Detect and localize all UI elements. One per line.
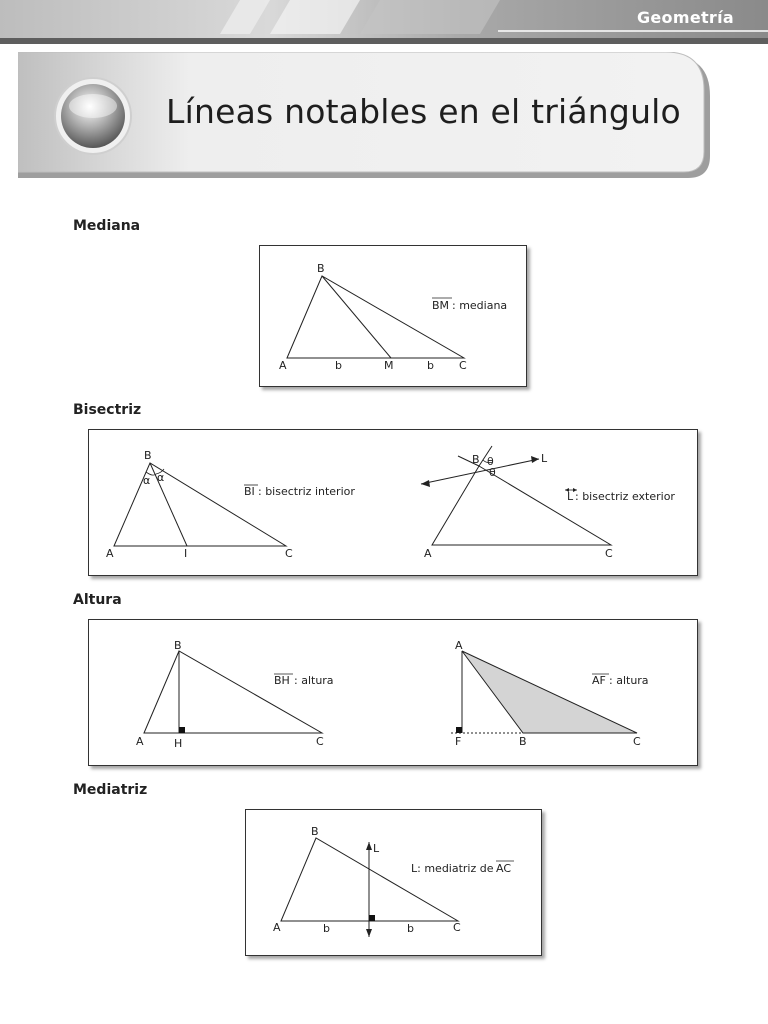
segment-mark-b-left: b (335, 359, 342, 372)
point-label-a-obtuse: A (455, 639, 463, 652)
angle-label-theta-1: θ (487, 455, 494, 468)
figure-box-bisectriz (88, 429, 698, 576)
point-label-a: A (106, 547, 114, 560)
segment-mark-b-right: b (407, 922, 414, 935)
point-label-b-obtuse: B (519, 735, 527, 748)
point-label-a-ext: A (424, 547, 432, 560)
page-title: Líneas notables en el triángulo (166, 92, 681, 131)
segment-mark-b-right: b (427, 359, 434, 372)
caption-mediatriz: L: mediatriz de (411, 862, 494, 875)
point-label-b: B (174, 639, 182, 652)
point-label-c-obtuse: C (633, 735, 641, 748)
point-label-a: A (273, 921, 281, 934)
point-label-c-ext: C (605, 547, 613, 560)
caption-bisectriz-exterior: : bisectriz exterior (575, 490, 675, 503)
mediana-diagram (260, 246, 526, 386)
figure-box-mediana (259, 245, 527, 387)
point-label-c: C (316, 735, 324, 748)
point-label-b-ext: B (472, 453, 480, 466)
caption-segment-bi: BI (244, 485, 255, 498)
caption-line-l: L (567, 490, 574, 503)
section-heading-mediatriz: Mediatriz (73, 782, 148, 798)
figure-box-mediatriz (245, 809, 542, 956)
point-label-f: F (455, 735, 462, 748)
line-label-l: L (541, 452, 548, 465)
point-label-b: B (317, 262, 325, 275)
section-heading-mediana: Mediana (73, 218, 141, 234)
point-label-h: H (174, 737, 183, 750)
point-label-a: A (136, 735, 144, 748)
caption-segment-af: AF (592, 674, 606, 687)
caption-mediana: : mediana (452, 299, 508, 312)
line-label-l: L (373, 842, 380, 855)
section-heading-altura: Altura (73, 592, 122, 608)
angle-label-alpha-2: α (157, 471, 165, 484)
altura-diagram (89, 620, 697, 765)
point-label-c: C (453, 921, 461, 934)
point-label-b: B (144, 449, 152, 462)
angle-label-theta-2: θ (489, 466, 496, 479)
mediatriz-diagram (246, 810, 541, 955)
caption-altura-2: : altura (609, 674, 649, 687)
caption-altura-1: : altura (294, 674, 334, 687)
point-label-a: A (279, 359, 287, 372)
subject-label: Geometría (636, 8, 734, 27)
shaded-triangle (462, 651, 637, 733)
point-label-m: M (384, 359, 394, 372)
figure-box-altura (88, 619, 698, 766)
point-label-b: B (311, 825, 319, 838)
point-label-c: C (459, 359, 467, 372)
caption-segment-bh: BH (274, 674, 290, 687)
caption-segment-bm: BM (432, 299, 450, 312)
caption-segment-ac: AC (496, 862, 512, 875)
point-label-c: C (285, 547, 293, 560)
angle-label-alpha-1: α (143, 474, 151, 487)
point-label-i: I (184, 547, 188, 560)
bisectriz-diagram (89, 430, 697, 575)
caption-bisectriz-interior: : bisectriz interior (258, 485, 355, 498)
segment-mark-b-left: b (323, 922, 330, 935)
section-heading-bisectriz: Bisectriz (73, 402, 142, 418)
